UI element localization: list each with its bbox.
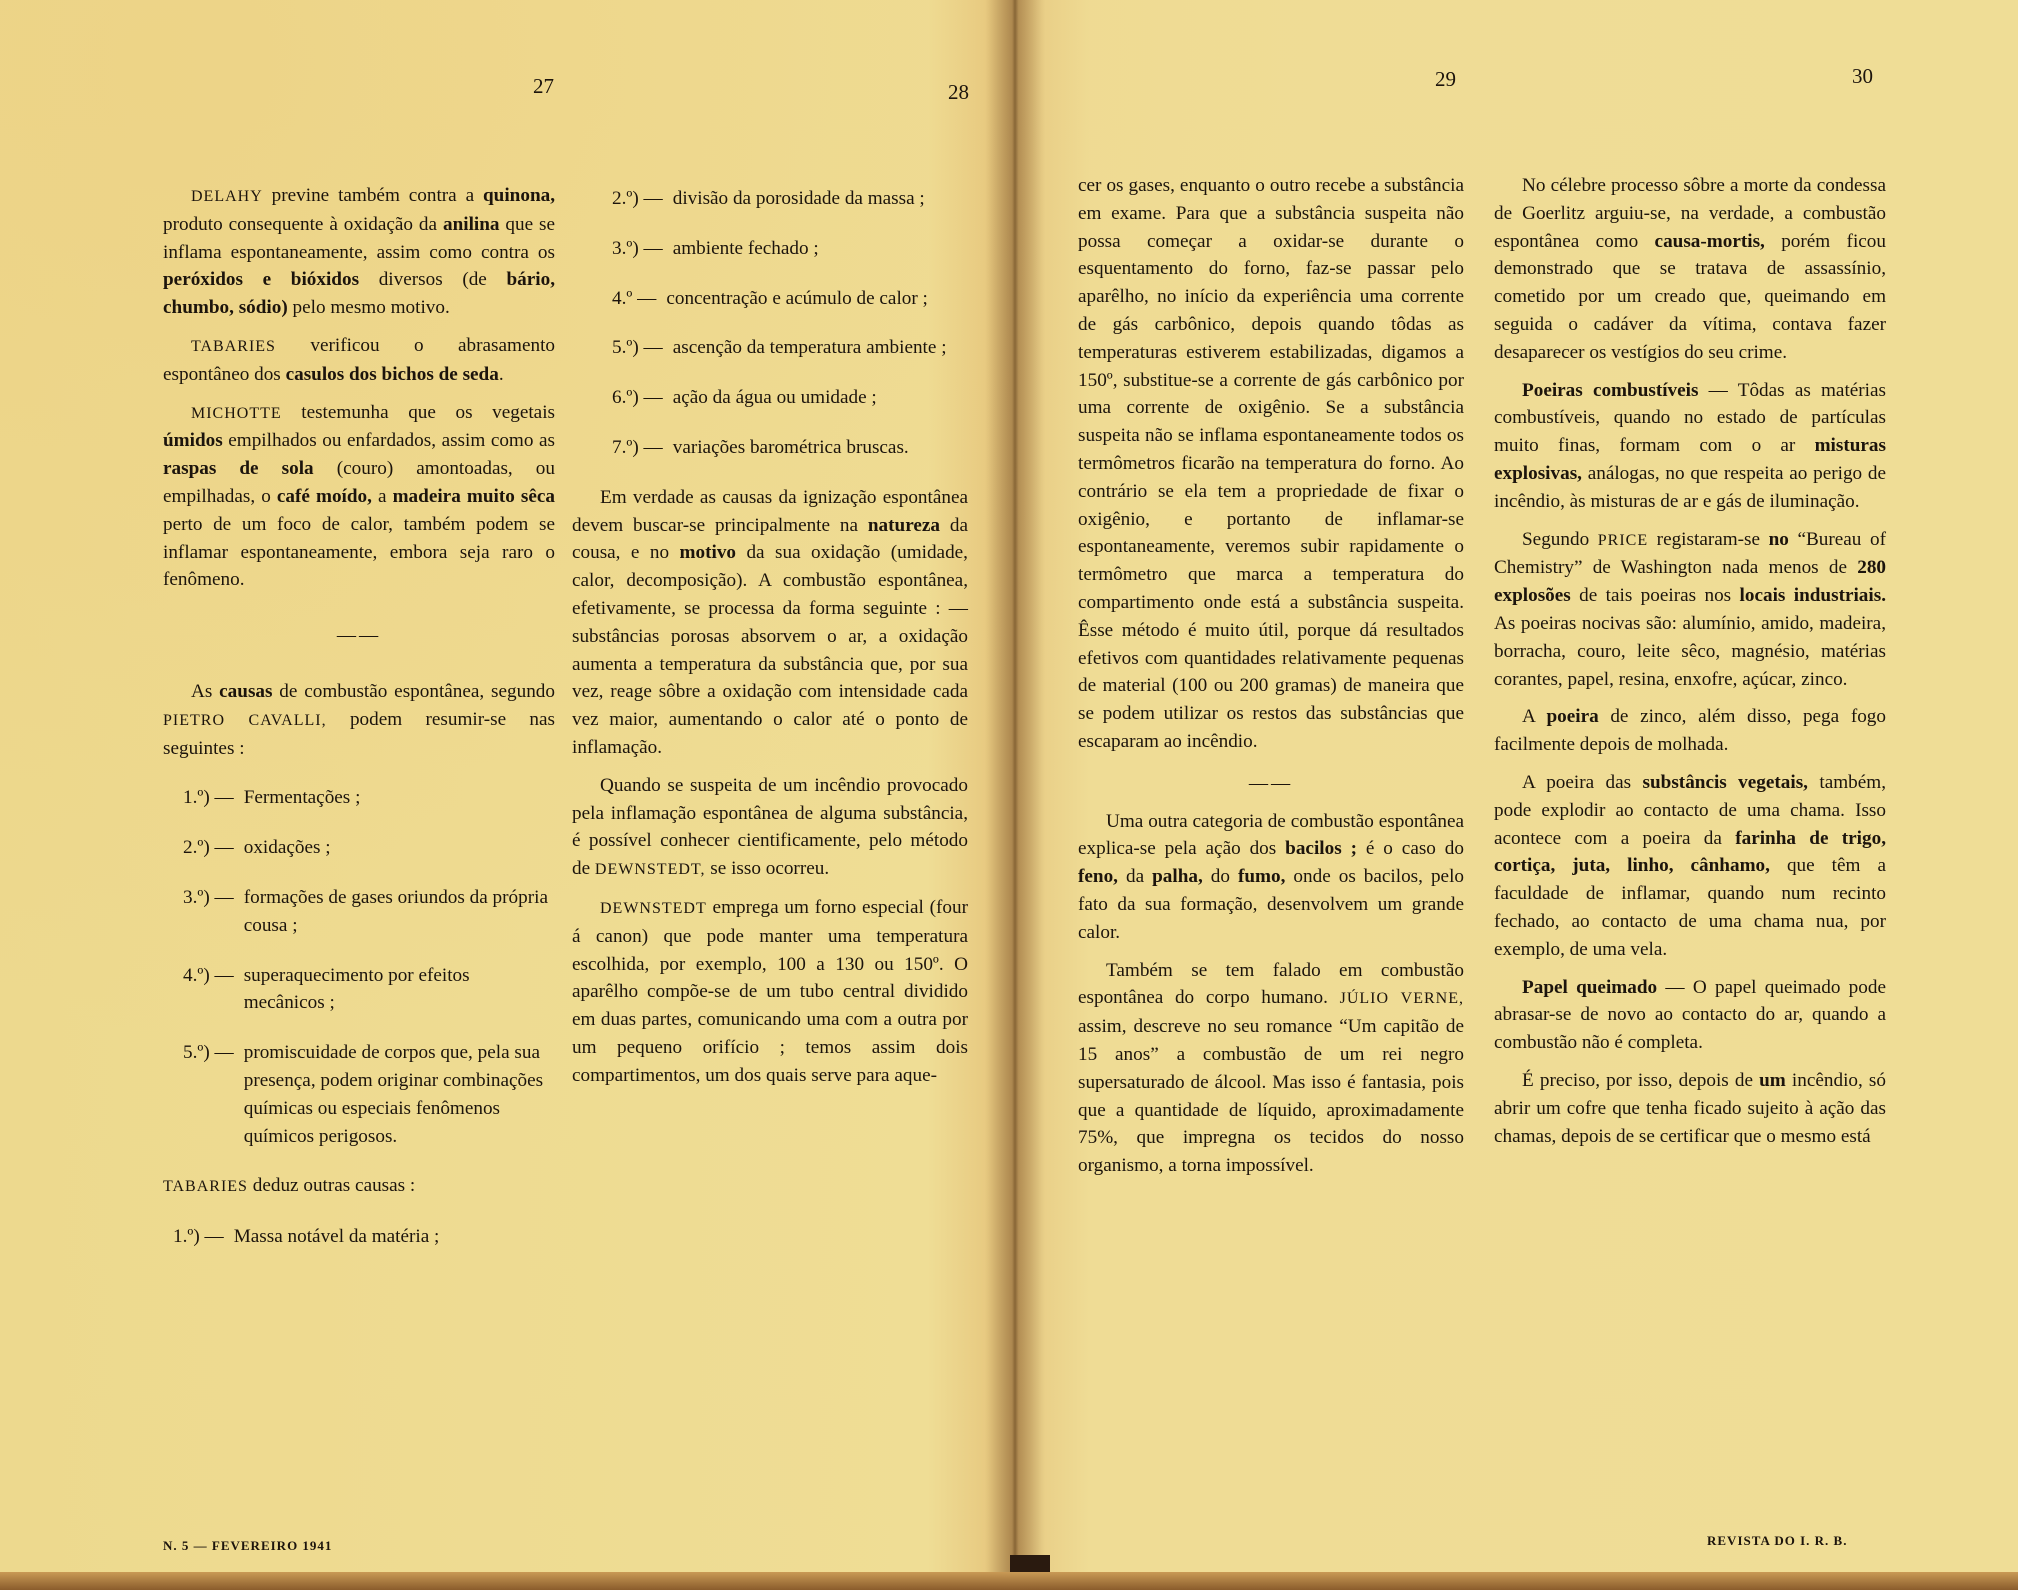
list-item-text: formações de gases oriundos da própria cousa ; xyxy=(243,886,548,936)
bold-text: palha, xyxy=(1152,866,1203,888)
list-item-text: variações barométrica bruscas. xyxy=(672,436,909,458)
paragraph xyxy=(572,484,968,762)
bold-text: café moído, xyxy=(276,485,372,507)
bold-text: causa-mortis, xyxy=(1654,230,1765,252)
text-run: As xyxy=(191,680,220,702)
author-name: PRICE xyxy=(1597,531,1649,549)
bold-text: anilina xyxy=(442,213,500,235)
text-run: A xyxy=(1522,706,1547,728)
text-run: da sua oxidação (umidade, calor, decomposição). A combustão espontânea, efetivamente, se processa da forma seguinte : — substâncias porosas absorvem o ar, a oxidação aumenta a temperatura da substância que, por sua vez, reage sôbre a oxidação com intensidade cada vez maior, aumentando o calor até o ponto de inflamação. xyxy=(572,542,968,758)
list-item-text: Fermentações ; xyxy=(243,787,361,809)
book-gutter xyxy=(985,0,1045,1590)
text-run: verificou o abrasamento espontâneo dos xyxy=(163,334,555,385)
list-item-number: 1.º) — xyxy=(183,787,234,809)
bold-text: madeira muito sêca xyxy=(392,485,555,507)
column-page-30 xyxy=(1494,172,1886,1160)
list-item xyxy=(612,235,968,263)
text-run: pelo mesmo motivo. xyxy=(287,297,450,319)
paragraph xyxy=(163,678,555,762)
text-run: No célebre processo sôbre a morte da condessa de Goerlitz arguiu-se, na verdade, a combustão espontânea como xyxy=(1494,175,1886,252)
text-run: também, pode explodir ao contacto de uma chama. Isso acontece com a poeira da xyxy=(1494,771,1886,849)
list-item xyxy=(612,384,968,412)
paragraph xyxy=(1078,957,1464,1180)
list-item xyxy=(612,185,968,213)
bold-text: substâncis vegetais, xyxy=(1642,771,1808,793)
text-run: — Tôdas as matérias combustíveis, quando no estado de partículas muito finas, formam com o ar xyxy=(1494,379,1886,457)
bold-text: no xyxy=(1768,528,1789,550)
bold-text: peróxidos e bióxidos xyxy=(163,269,360,291)
text-run: de combustão espontânea, segundo xyxy=(272,680,555,702)
list-item-number: 5.º) — xyxy=(183,1042,234,1064)
bold-text: natureza xyxy=(867,514,940,536)
text-run: da cousa, e no xyxy=(572,514,968,564)
paragraph xyxy=(1494,974,1886,1057)
text-run: deduz outras causas : xyxy=(247,1175,416,1197)
causes-list-2 xyxy=(163,1223,555,1251)
text-run: Em verdade as causas da ignização espontânea devem buscar-se principalmente na xyxy=(572,486,968,536)
text-run: assim, descreve no seu romance “Um capitão de 15 anos” a combustão de um rei negro supersaturado de álcool. Mas isso é fantasia, pois que a quantidade de líquido, aproximadamente 75%, que impregna os tecidos do nosso organismo, a torna impossível. xyxy=(1078,1016,1464,1177)
text-run: de tais poeiras nos xyxy=(1570,585,1740,607)
list-item xyxy=(173,1223,555,1251)
list-item-number: 6.º) — xyxy=(612,387,663,409)
list-item-number: 3.º) — xyxy=(612,237,663,259)
page-number-27: 27 xyxy=(533,74,554,98)
text-run: que se inflama espontaneamente, assim como contra os xyxy=(163,213,556,263)
list-item-text: ascenção da temperatura ambiente ; xyxy=(672,337,947,359)
text-run: previne também contra a xyxy=(262,185,483,206)
paragraph xyxy=(1494,172,1886,367)
text-run: é o caso do xyxy=(1356,838,1464,860)
text-run: registaram-se xyxy=(1648,528,1769,550)
list-item-text: ambiente fechado ; xyxy=(672,237,819,259)
causes-list-continued xyxy=(572,185,968,462)
column-page-28 xyxy=(572,185,968,1100)
bold-text: bário, chumbo, sódio) xyxy=(163,269,555,319)
footer-issue: N. 5 — FEVEREIRO 1941 xyxy=(163,1538,333,1553)
footer-journal: REVISTA DO I. R. B. xyxy=(1707,1533,1848,1548)
paragraph xyxy=(1078,172,1464,756)
list-item-number: 2.º) — xyxy=(183,837,234,859)
text-run: que têm a faculdade de inflamar, quando num recinto fechado, ao contacto de uma chama nua, por exemplo, de uma vela. xyxy=(1494,855,1886,960)
text-run: Quando se suspeita de um incêndio provocado pela inflamação espontânea de alguma substância, é possível conhecer cientificamente, pelo método de xyxy=(572,774,968,880)
list-item xyxy=(183,784,555,812)
column-page-27 xyxy=(163,182,555,1273)
list-item-number: 7.º) — xyxy=(612,436,663,458)
bold-text: um xyxy=(1759,1069,1786,1091)
text-run: onde os bacilos, pelo fato da sua formação, desenvolvem um grande calor. xyxy=(1078,866,1464,943)
text-run: Uma outra categoria de combustão espontânea explica-se pela ação dos xyxy=(1078,810,1464,860)
author-name: TABARIES xyxy=(163,1178,248,1196)
list-item xyxy=(183,962,555,1018)
paragraph xyxy=(1494,526,1886,694)
list-item-number: 5.º) — xyxy=(612,337,663,359)
paragraph xyxy=(163,182,555,322)
list-item xyxy=(183,884,555,940)
paragraph xyxy=(572,772,968,884)
bold-text: farinha de trigo, cortiça, juta, linho, cânhamo, xyxy=(1494,827,1886,877)
bold-text: quinona, xyxy=(483,185,555,206)
list-item-text: ação da água ou umidade ; xyxy=(672,387,877,409)
list-item-text: concentração e acúmulo de calor ; xyxy=(666,287,928,309)
text-run: — O papel queimado pode abrasar-se de novo ao contacto do ar, quando a combustão não é completa. xyxy=(1494,976,1886,1054)
section-separator: —— xyxy=(1248,772,1294,794)
bold-text: fumo, xyxy=(1237,866,1286,888)
text-run: podem resumir-se nas seguintes : xyxy=(163,708,555,759)
list-item-number: 3.º) — xyxy=(183,886,234,908)
paragraph xyxy=(572,894,968,1090)
list-item-text: Massa notável da matéria ; xyxy=(233,1226,440,1248)
text-run: perto de um foco de calor, também podem se inflamar espontaneamente, embora seja raro o fenômeno. xyxy=(163,513,555,591)
paragraph xyxy=(1494,1067,1886,1150)
bold-text: poeira xyxy=(1546,706,1599,728)
text-run: empilhados ou enfardados, assim como as xyxy=(222,430,555,452)
text-run: emprega um forno especial (four á canon) que pode manter uma temperatura escolhida, por exemplo, 100 a 130 ou 150º. O aparêlho compõe-se de um tubo central dividido em duas partes, comunicando uma com a outra por um pequeno orifício ; temos assim dois compartimentos, um dos quais serve para aque- xyxy=(572,896,968,1086)
bold-text: 280 explosões xyxy=(1494,557,1886,607)
list-item-number: 2.º) — xyxy=(612,188,663,209)
list-item xyxy=(183,1039,555,1150)
text-run: do xyxy=(1202,866,1238,888)
text-run: A poeira das xyxy=(1522,771,1643,793)
bold-text: causas xyxy=(219,680,273,702)
paragraph xyxy=(1078,808,1464,947)
text-run: testemunha que os vegetais xyxy=(281,401,555,423)
paragraph xyxy=(163,332,555,389)
author-name: DEWNSTEDT, xyxy=(594,861,706,879)
page-number-30: 30 xyxy=(1852,64,1873,88)
text-run: É preciso, por isso, depois de xyxy=(1522,1069,1760,1091)
list-item-text: oxidações ; xyxy=(243,837,331,859)
text-run: se isso ocorreu. xyxy=(705,858,830,880)
author-name: PIETRO CAVALLI, xyxy=(163,711,327,729)
paragraph xyxy=(1494,769,1886,964)
paragraph xyxy=(1494,703,1886,759)
text-run: a xyxy=(371,485,393,507)
text-run: diversos (de xyxy=(359,269,507,291)
list-item-text: divisão da porosidade da massa ; xyxy=(672,188,925,209)
list-item-number: 4.º — xyxy=(612,287,657,309)
text-run: produto consequente à oxidação da xyxy=(163,213,443,235)
author-name: TABARIES xyxy=(191,337,276,355)
author-name: MICHOTTE xyxy=(191,404,282,422)
page-number-28: 28 xyxy=(948,80,969,104)
text-run: As poeiras nocivas são: alumínio, amido, madeira, borracha, couro, leite sêco, magnésio, matérias corantes, papel, resina, enxofre, açúcar, zinco. xyxy=(1494,612,1886,690)
paragraph xyxy=(163,1172,555,1201)
list-item xyxy=(183,834,555,862)
author-name: DELAHY xyxy=(191,188,263,205)
text-run: (couro) amontoadas, ou empilhadas, o xyxy=(163,458,555,507)
bold-text: casulos dos bichos de seda xyxy=(285,363,499,385)
bold-text: feno, xyxy=(1078,866,1118,888)
bold-text: úmidos xyxy=(163,430,223,452)
text-run: porém ficou demonstrado que se tratava de assassínio, cometido por um creado que, queimando em seguida o cadáver da vítima, contava fazer desaparecer os vestígios do seu crime. xyxy=(1494,230,1886,363)
text-run: de zinco, além disso, pega fogo facilmente depois de molhada. xyxy=(1494,706,1886,756)
bold-text: motivo xyxy=(679,542,737,564)
bold-text: Poeiras combustíveis xyxy=(1522,379,1699,401)
page-edge xyxy=(0,1572,2018,1590)
list-item xyxy=(612,285,968,313)
list-item-number: 1.º) — xyxy=(173,1226,224,1248)
bold-text: Papel queimado xyxy=(1522,976,1658,998)
text-run: cer os gases, enquanto o outro recebe a substância em exame. Para que a substância suspeita não possa começar a oxidar-se durante o esquentamento do forno, faz-se passar pelo aparêlho, no início da experiência uma corrente de gás carbônico, depois quando tôdas as temperaturas estiverem estabilizadas, digamos a 150º, substitue-se a corrente de gás carbônico por uma corrente de oxigênio. Se a substância suspeita não se inflama espontaneamente todos os termômetros ficarão na temperatura do forno. Ao contrário se ela tem a propriedade de fixar o oxigênio, e portanto de inflamar-se espontaneamente, veremos subir rapidamente o termômetro que marca a temperatura do compartimento onde está a substância suspeita. Êsse método é muito útil, porque dá resultados efetivos com quantidades relativamente pequenas de material (100 ou 200 gramas) de maneira que se podem utilizar os restos das substâncias que escaparam ao incêndio. xyxy=(1078,175,1464,752)
section-separator: —— xyxy=(336,625,382,647)
paragraph xyxy=(1494,377,1886,516)
bold-text: misturas explosivas, xyxy=(1494,435,1886,484)
author-name: JÚLIO VERNE, xyxy=(1339,990,1464,1008)
text-run: “Bureau of Chemistry” de Washington nada menos de xyxy=(1494,528,1886,579)
author-name: DEWNSTEDT xyxy=(600,899,707,917)
causes-list xyxy=(163,784,555,1150)
column-page-29 xyxy=(1078,172,1464,1190)
list-item-text: promiscuidade de corpos que, pela sua presença, podem originar combinações químicas ou especiais fenômenos químicos perigosos. xyxy=(243,1042,544,1147)
bold-text: bacilos ; xyxy=(1285,838,1357,860)
list-item xyxy=(612,434,968,462)
text-run: Segundo xyxy=(1522,528,1598,550)
text-run: Também se tem falado em combustão espontânea do corpo humano. xyxy=(1078,959,1464,1009)
paragraph xyxy=(163,399,555,595)
text-run: . xyxy=(498,363,504,385)
text-run: análogas, no que respeita ao perigo de incêndio, às misturas de ar e gás de iluminação. xyxy=(1494,462,1886,512)
bold-text: locais industriais. xyxy=(1739,585,1886,607)
list-item-number: 4.º) — xyxy=(183,964,234,986)
page-number-29: 29 xyxy=(1435,67,1456,91)
text-run: incêndio, só abrir um cofre que tenha ficado sujeito à ação das chamas, depois de se certificar que o mesmo está xyxy=(1494,1069,1886,1147)
bold-text: raspas de sola xyxy=(163,458,314,480)
text-run: da xyxy=(1117,866,1153,888)
list-item-text: superaquecimento por efeitos mecânicos ; xyxy=(243,964,470,1014)
list-item xyxy=(612,334,968,362)
